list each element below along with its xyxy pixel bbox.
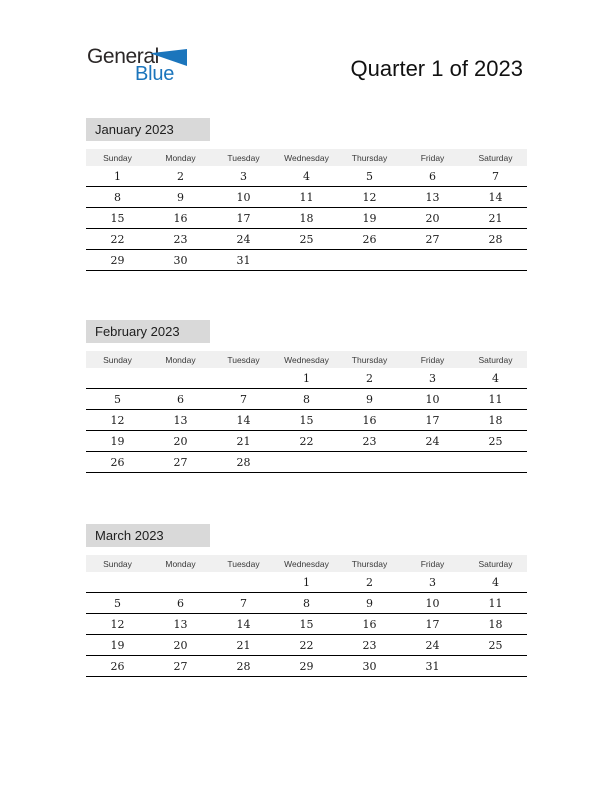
- week-row: [86, 635, 527, 656]
- month-section-january: [86, 118, 527, 271]
- week-row: [86, 452, 527, 473]
- month-grid: [86, 368, 527, 473]
- logo-text-general: General: [87, 45, 159, 68]
- date-cell: 28: [488, 232, 503, 246]
- date-cell: 19: [110, 638, 125, 652]
- date-cell: 3: [429, 371, 436, 385]
- date-cell: 12: [110, 617, 125, 631]
- date-cell: 15: [110, 211, 125, 225]
- date-cell: 25: [488, 638, 503, 652]
- date-cell: 24: [425, 434, 440, 448]
- weekday-label: Monday: [165, 354, 196, 365]
- date-cell: 8: [114, 190, 121, 204]
- week-row: [86, 229, 527, 250]
- date-cell: 21: [236, 638, 251, 652]
- date-cell: 25: [488, 434, 503, 448]
- date-cell: 27: [173, 455, 188, 469]
- week-row: [86, 389, 527, 410]
- date-cell: 22: [299, 434, 314, 448]
- date-cell: 14: [488, 190, 503, 204]
- month-title: February 2023: [86, 320, 210, 343]
- week-row: [86, 593, 527, 614]
- weekday-label: Friday: [420, 558, 445, 569]
- week-row: [86, 250, 527, 271]
- date-cell: 4: [492, 575, 499, 589]
- date-cell: 16: [173, 211, 188, 225]
- weekday-label: Sunday: [103, 354, 132, 365]
- date-cell: 3: [240, 169, 247, 183]
- week-row: [86, 166, 527, 187]
- date-cell: 31: [236, 253, 251, 267]
- general-blue-logo: [87, 44, 202, 90]
- week-row: [86, 572, 527, 593]
- weekday-label: Tuesday: [227, 152, 260, 163]
- date-cell: 26: [362, 232, 377, 246]
- week-row: [86, 410, 527, 431]
- date-cell: 9: [366, 596, 373, 610]
- weekday-header-row: [86, 351, 527, 368]
- date-cell: 21: [236, 434, 251, 448]
- weekday-label: Wednesday: [284, 152, 329, 163]
- weekday-header-row: [86, 555, 527, 572]
- date-cell: 1: [303, 575, 310, 589]
- date-cell: 14: [236, 413, 251, 427]
- date-cell: 4: [492, 371, 499, 385]
- month-title: March 2023: [86, 524, 210, 547]
- month-section-march: [86, 524, 527, 677]
- week-row: [86, 431, 527, 452]
- date-cell: 11: [299, 190, 314, 204]
- week-row: [86, 614, 527, 635]
- month-grid: [86, 572, 527, 677]
- date-cell: 19: [110, 434, 125, 448]
- weekday-label: Tuesday: [227, 558, 260, 569]
- date-cell: 17: [425, 413, 440, 427]
- date-cell: 2: [366, 371, 373, 385]
- date-cell: 18: [488, 617, 503, 631]
- weekday-label: Thursday: [351, 558, 388, 569]
- date-cell: 4: [303, 169, 310, 183]
- date-cell: 17: [236, 211, 251, 225]
- date-cell: 18: [488, 413, 503, 427]
- date-cell: 21: [488, 211, 503, 225]
- date-cell: 29: [110, 253, 125, 267]
- date-cell: 25: [299, 232, 314, 246]
- date-cell: 10: [425, 596, 440, 610]
- date-cell: 3: [429, 575, 436, 589]
- date-cell: 13: [173, 413, 188, 427]
- date-cell: 24: [425, 638, 440, 652]
- date-cell: 15: [299, 413, 314, 427]
- date-cell: 18: [299, 211, 314, 225]
- date-cell: 9: [366, 392, 373, 406]
- week-row: [86, 368, 527, 389]
- date-cell: 13: [173, 617, 188, 631]
- date-cell: 31: [425, 659, 440, 673]
- week-row: [86, 656, 527, 677]
- logo-text-blue: Blue: [135, 63, 175, 85]
- month-title: January 2023: [86, 118, 210, 141]
- date-cell: 28: [236, 455, 251, 469]
- date-cell: 19: [362, 211, 377, 225]
- date-cell: 8: [303, 392, 310, 406]
- weekday-label: Monday: [165, 152, 196, 163]
- date-cell: 22: [110, 232, 125, 246]
- weekday-label: Sunday: [103, 152, 132, 163]
- weekday-label: Tuesday: [227, 354, 260, 365]
- date-cell: 22: [299, 638, 314, 652]
- date-cell: 27: [425, 232, 440, 246]
- date-cell: 30: [362, 659, 377, 673]
- date-cell: 23: [362, 638, 377, 652]
- date-cell: 28: [236, 659, 251, 673]
- date-cell: 10: [236, 190, 251, 204]
- date-cell: 17: [425, 617, 440, 631]
- date-cell: 27: [173, 659, 188, 673]
- date-cell: 5: [366, 169, 373, 183]
- weekday-label: Friday: [420, 152, 445, 163]
- week-row: [86, 208, 527, 229]
- date-cell: 16: [362, 413, 377, 427]
- date-cell: 13: [425, 190, 440, 204]
- date-cell: 12: [362, 190, 377, 204]
- date-cell: 12: [110, 413, 125, 427]
- date-cell: 15: [299, 617, 314, 631]
- date-cell: 2: [366, 575, 373, 589]
- weekday-label: Friday: [420, 354, 445, 365]
- weekday-label: Saturday: [478, 152, 513, 163]
- weekday-label: Wednesday: [284, 558, 329, 569]
- date-cell: 14: [236, 617, 251, 631]
- date-cell: 24: [236, 232, 251, 246]
- week-row: [86, 187, 527, 208]
- date-cell: 8: [303, 596, 310, 610]
- date-cell: 20: [173, 434, 188, 448]
- date-cell: 6: [429, 169, 436, 183]
- date-cell: 11: [488, 596, 503, 610]
- month-grid: [86, 166, 527, 271]
- date-cell: 20: [173, 638, 188, 652]
- date-cell: 23: [362, 434, 377, 448]
- date-cell: 26: [110, 455, 125, 469]
- weekday-label: Monday: [165, 558, 196, 569]
- weekday-label: Saturday: [478, 354, 513, 365]
- date-cell: 9: [177, 190, 184, 204]
- page-title: Quarter 1 of 2023: [350, 56, 523, 81]
- date-cell: 1: [114, 169, 121, 183]
- date-cell: 6: [177, 596, 184, 610]
- weekday-label: Wednesday: [284, 354, 329, 365]
- date-cell: 1: [303, 371, 310, 385]
- date-cell: 5: [114, 392, 121, 406]
- month-section-february: [86, 320, 527, 473]
- date-cell: 7: [240, 596, 247, 610]
- date-cell: 7: [240, 392, 247, 406]
- date-cell: 16: [362, 617, 377, 631]
- date-cell: 26: [110, 659, 125, 673]
- date-cell: 20: [425, 211, 440, 225]
- weekday-label: Saturday: [478, 558, 513, 569]
- date-cell: 5: [114, 596, 121, 610]
- weekday-label: Thursday: [351, 354, 388, 365]
- date-cell: 10: [425, 392, 440, 406]
- date-cell: 11: [488, 392, 503, 406]
- date-cell: 7: [492, 169, 499, 183]
- date-cell: 23: [173, 232, 188, 246]
- weekday-label: Thursday: [351, 152, 388, 163]
- date-cell: 2: [177, 169, 184, 183]
- weekday-label: Sunday: [103, 558, 132, 569]
- date-cell: 6: [177, 392, 184, 406]
- date-cell: 29: [299, 659, 314, 673]
- weekday-header-row: [86, 149, 527, 166]
- date-cell: 30: [173, 253, 188, 267]
